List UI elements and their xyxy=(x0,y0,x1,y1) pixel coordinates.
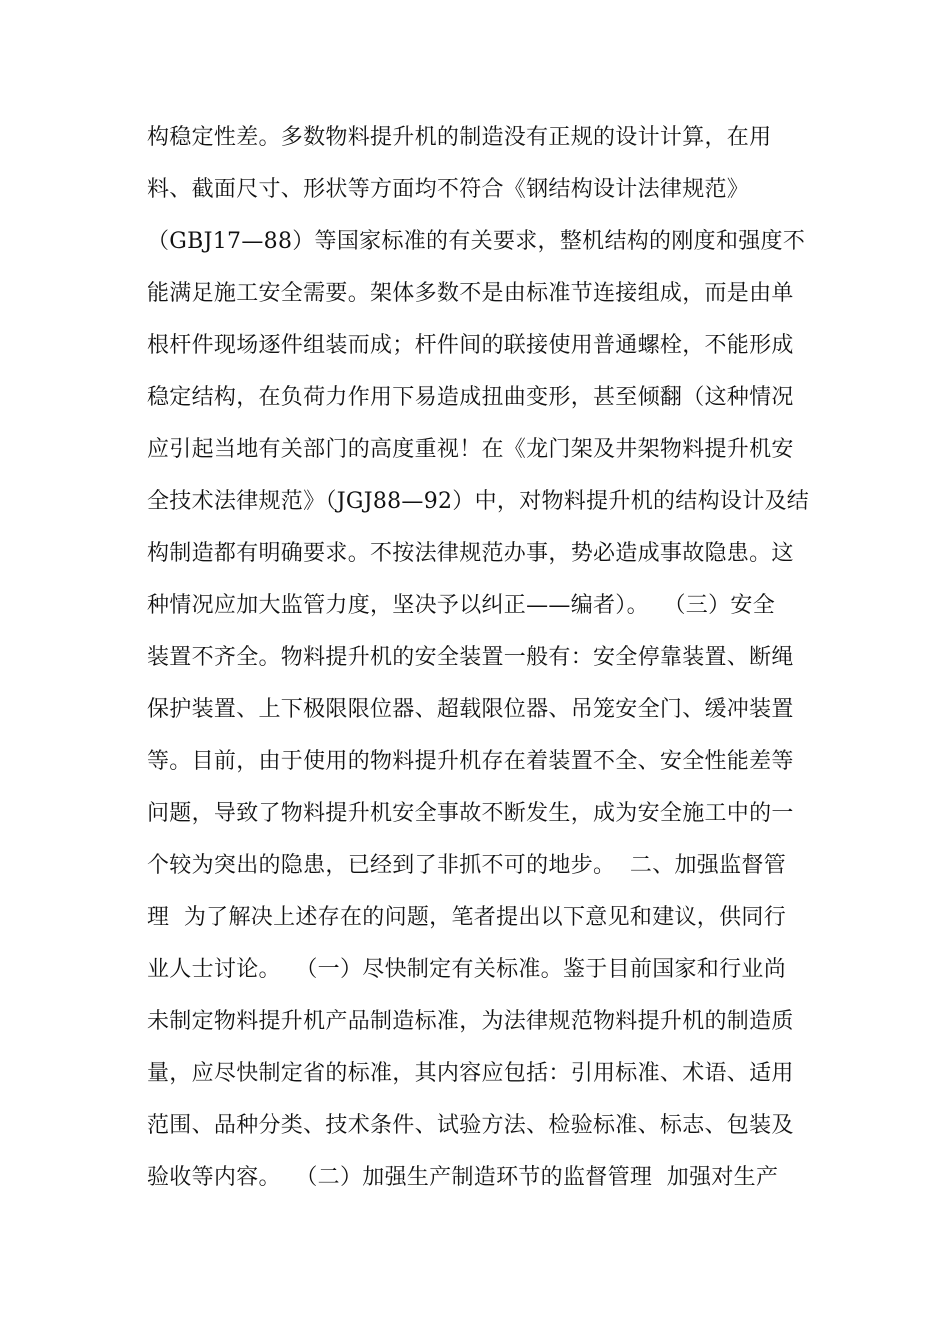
text-line: 保护装置、上下极限限位器、超载限位器、吊笼安全门、缓冲装置 xyxy=(147,697,794,722)
text-line: 范围、品种分类、技术条件、试验方法、检验标准、标志、包装及 xyxy=(147,1113,794,1138)
text-line: 量，应尽快制定省的标准，其内容应包括：引用标准、术语、适用 xyxy=(147,1061,794,1086)
text-line: 问题，导致了物料提升机安全事故不断发生，成为安全施工中的一 xyxy=(147,801,794,826)
text-line: 等。目前，由于使用的物料提升机存在着装置不全、安全性能差等 xyxy=(147,749,794,774)
text-line: 料、截面尺寸、形状等方面均不符合《钢结构设计法律规范》 xyxy=(147,177,750,202)
text-line: 个较为突出的隐患，已经到了非抓不可的地步。 二、加强监督管 xyxy=(147,853,786,878)
text-line: （GBJ17—88）等国家标准的有关要求，整机结构的刚度和强度不 xyxy=(147,229,806,254)
text-line: 验收等内容。 （二）加强生产制造环节的监督管理 加强对生产 xyxy=(147,1165,779,1190)
body-text xyxy=(147,118,817,1210)
text-line: 构稳定性差。多数物料提升机的制造没有正规的设计计算，在用 xyxy=(147,125,772,150)
text-line: 全技术法律规范》（JGJ88—92）中，对物料提升机的结构设计及结 xyxy=(147,489,810,514)
text-line: 稳定结构，在负荷力作用下易造成扭曲变形，甚至倾翻（这种情况 xyxy=(147,385,794,410)
text-line: 根杆件现场逐件组装而成；杆件间的联接使用普通螺栓，不能形成 xyxy=(147,333,794,358)
text-line: 能满足施工安全需要。架体多数不是由标准节连接组成，而是由单 xyxy=(147,281,794,306)
text-line: 装置不齐全。物料提升机的安全装置一般有：安全停靠装置、断绳 xyxy=(147,645,794,670)
text-line: 未制定物料提升机产品制造标准，为法律规范物料提升机的制造质 xyxy=(147,1009,794,1034)
text-line: 应引起当地有关部门的高度重视！在《龙门架及井架物料提升机安 xyxy=(147,437,794,462)
text-line: 种情况应加大监管力度，坚决予以纠正——编者）。 （三）安全 xyxy=(147,593,775,618)
text-line: 构制造都有明确要求。不按法律规范办事，势必造成事故隐患。这 xyxy=(147,541,794,566)
text-line: 理 为了解决上述存在的问题，笔者提出以下意见和建议，供同行 xyxy=(147,905,786,930)
text-line: 业人士讨论。 （一）尽快制定有关标准。鉴于目前国家和行业尚 xyxy=(147,957,786,982)
